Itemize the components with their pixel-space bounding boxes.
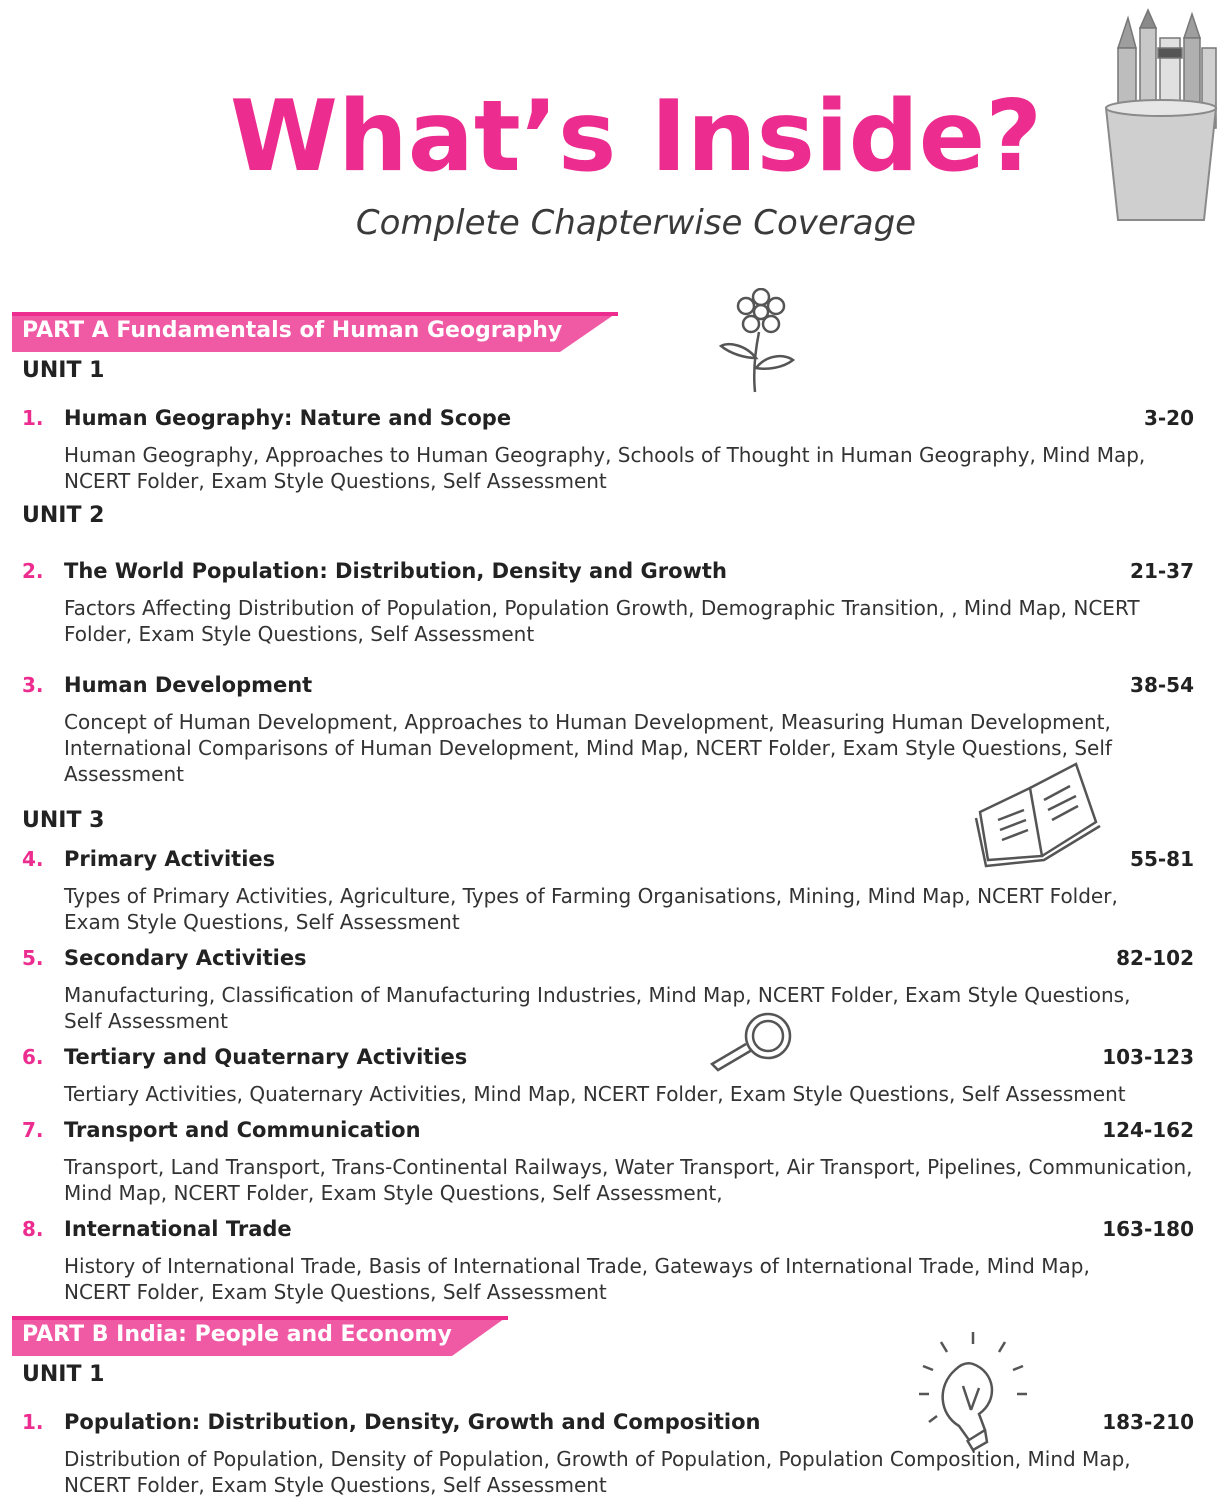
chapter-topics: Factors Affecting Distribution of Population, Population Growth, Demographic Transition, , Mind Map, NCERT Folder, Exam Style Questions, Self Assessment [64,596,1140,646]
part-a-banner [12,312,618,352]
chapter-number: 7. [22,1118,44,1142]
chapter-number: 2. [22,559,44,583]
chapter-title: Secondary Activities [64,946,307,970]
part-b-banner [12,1316,508,1356]
light-bulb-icon [915,1330,1033,1455]
unit-label: UNIT 3 [22,808,105,833]
chapter-number: 3. [22,673,44,697]
chapter-title: Primary Activities [64,847,276,871]
open-book-icon [972,760,1104,870]
chapter-topics: History of International Trade, Basis of International Trade, Gateways of International Trade, Mind Map, NCERT Folder, Exam Style Questions, Self Assessment [64,1254,1090,1304]
chapter-title: Human Development [64,673,313,697]
chapter-number: 1. [22,1410,44,1434]
chapter-pages: 82-102 [1116,946,1194,970]
chapter-title: The World Population: Distribution, Density and Growth [64,559,727,583]
chapter-pages: 163-180 [1102,1217,1194,1241]
flower-icon [715,288,805,396]
chapter-pages: 124-162 [1102,1118,1194,1142]
chapter-number: 5. [22,946,44,970]
chapter-topics: Concept of Human Development, Approaches to Human Development, Measuring Human Development, International Comparisons of Human Development, Mind Map, NCERT Folder, Exam Style Questions, Self Assessment [64,710,1112,786]
chapter-pages: 183-210 [1102,1410,1194,1434]
chapter-pages: 3-20 [1143,406,1194,430]
chapter-title: Tertiary and Quaternary Activities [64,1045,468,1069]
chapter-topics: Transport, Land Transport, Trans-Continental Railways, Water Transport, Air Transport, Pipelines, Communication, Mind Map, NCERT Folder, Exam Style Questions, Self Assessment, [64,1155,1193,1205]
chapter-number: 1. [22,406,44,430]
unit-label: UNIT 1 [22,1362,105,1387]
chapter-topics: Tertiary Activities, Quaternary Activities, Mind Map, NCERT Folder, Exam Style Questions, Self Assessment [64,1082,1126,1106]
page-title: What’s Inside? [229,80,1043,194]
pencil-cup-icon [1100,8,1222,224]
chapter-topics: Types of Primary Activities, Agriculture, Types of Farming Organisations, Mining, Mind Map, NCERT Folder, Exam Style Questions, Self Assessment [64,884,1118,934]
chapter-topics: Human Geography, Approaches to Human Geography, Schools of Thought in Human Geography, Mind Map, NCERT Folder, Exam Style Questions, Self Assessment [64,443,1146,493]
chapter-title: International Trade [64,1217,292,1241]
unit-label: UNIT 2 [22,503,105,528]
part-b-label: PART B India: People and Economy [22,1322,452,1347]
chapter-number: 8. [22,1217,44,1241]
chapter-topics: Manufacturing, Classification of Manufacturing Industries, Mind Map, NCERT Folder, Exam Style Questions, Self Assessment [64,983,1131,1033]
chapter-pages: 55-81 [1130,847,1194,871]
unit-label: UNIT 1 [22,358,105,383]
chapter-pages: 21-37 [1130,559,1194,583]
part-a-label: PART A Fundamentals of Human Geography [22,318,563,343]
chapter-pages: 103-123 [1102,1045,1194,1069]
chapter-topics: Distribution of Population, Density of Population, Growth of Population, Population Composition, Mind Map, NCERT Folder, Exam Style Questions, Self Assessment [64,1447,1131,1497]
chapter-number: 6. [22,1045,44,1069]
page-subtitle: Complete Chapterwise Coverage [355,203,917,243]
chapter-title: Population: Distribution, Density, Growth and Composition [64,1410,761,1434]
magnifier-icon [708,1008,800,1078]
chapter-pages: 38-54 [1130,673,1194,697]
chapter-number: 4. [22,847,44,871]
chapter-title: Transport and Communication [64,1118,421,1142]
chapter-title: Human Geography: Nature and Scope [64,406,512,430]
